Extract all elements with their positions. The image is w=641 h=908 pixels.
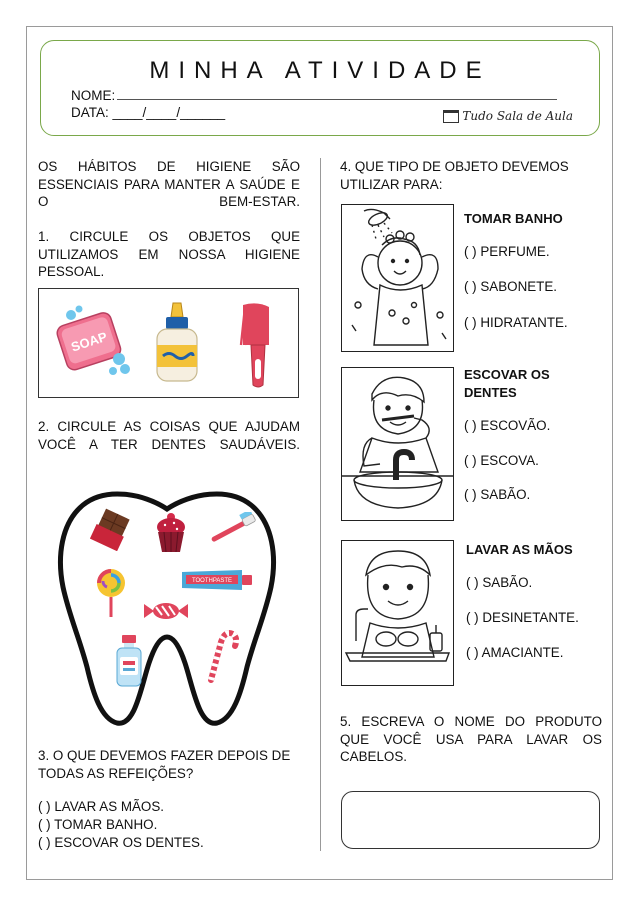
group-bath-title: TOMAR BANHO	[464, 211, 563, 226]
q3-option-2[interactable]: ( ) TOMAR BANHO.	[38, 817, 158, 832]
q1-objects-box	[38, 288, 299, 398]
name-field[interactable]	[71, 87, 557, 103]
glue-bottle-icon[interactable]	[153, 301, 201, 385]
name-label: NOME:	[71, 88, 116, 103]
intro-text: OS HÁBITOS DE HIGIENE SÃO ESSENCIAIS PARA MANTER A SAÚDE E O BEM-ESTAR.	[38, 159, 300, 209]
question-2: 2. CIRCULE AS COISAS QUE AJUDAM VOCÊ A TER DENTES SAUDÁVEIS.	[38, 419, 300, 452]
date-field[interactable]: DATA: ____/____/______	[71, 105, 226, 120]
candy-icon[interactable]	[142, 600, 190, 622]
teeth-option-2[interactable]: ( ) ESCOVA.	[464, 453, 539, 468]
name-line-rule	[117, 87, 557, 100]
brand-logo	[443, 109, 573, 123]
cupcake-icon[interactable]	[154, 510, 188, 554]
soap-label: SOAP	[69, 328, 109, 355]
column-divider	[320, 158, 321, 851]
hands-option-3[interactable]: ( ) AMACIANTE.	[466, 645, 564, 660]
soap-icon[interactable]	[53, 299, 133, 383]
question-5: 5. ESCREVA O NOME DO PRODUTO QUE VOCÊ USA PARA LAVAR OS CABELOS.	[340, 714, 602, 764]
chocolate-icon[interactable]	[90, 507, 134, 551]
bath-option-1[interactable]: ( ) PERFUME.	[464, 244, 550, 259]
comb-icon[interactable]	[235, 299, 277, 391]
brand-text: Tudo Sala de Aula	[462, 109, 573, 123]
group-hands-title: LAVAR AS MÃOS	[466, 542, 573, 557]
bath-option-2[interactable]: ( ) SABONETE.	[464, 279, 558, 294]
shower-boy-icon	[342, 205, 453, 351]
book-icon	[443, 110, 459, 123]
handwash-boy-icon	[342, 541, 453, 685]
q5-answer-box[interactable]	[341, 791, 600, 849]
brushing-picture	[341, 367, 454, 521]
question-4: 4. QUE TIPO DE OBJETO DEVEMOS UTILIZAR PARA:	[340, 159, 569, 192]
mouthwash-icon[interactable]	[114, 633, 144, 689]
question-1: 1. CIRCULE OS OBJETOS QUE UTILIZAMOS EM NOSSA HIGIENE PESSOAL.	[38, 229, 300, 279]
group-teeth-title: ESCOVAR OS DENTES	[464, 367, 550, 400]
question-3: 3. O QUE DEVEMOS FAZER DEPOIS DE TODAS AS REFEIÇÕES?	[38, 748, 291, 781]
shower-picture	[341, 204, 454, 352]
header-box	[40, 40, 600, 136]
page-title: MINHA ATIVIDADE	[149, 57, 491, 84]
handwash-picture	[341, 540, 454, 686]
q3-option-1[interactable]: ( ) LAVAR AS MÃOS.	[38, 799, 164, 814]
toothpaste-icon[interactable]	[180, 569, 254, 591]
candy-cane-icon[interactable]	[203, 628, 239, 684]
q3-option-3[interactable]: ( ) ESCOVAR OS DENTES.	[38, 835, 204, 850]
toothbrush-icon[interactable]	[205, 512, 259, 546]
brushing-boy-icon	[342, 368, 453, 520]
teeth-option-1[interactable]: ( ) ESCOVÃO.	[464, 418, 551, 433]
hands-option-2[interactable]: ( ) DESINETANTE.	[466, 610, 579, 625]
lollipop-icon[interactable]	[94, 567, 128, 619]
hands-option-1[interactable]: ( ) SABÃO.	[466, 575, 533, 590]
teeth-option-3[interactable]: ( ) SABÃO.	[464, 487, 531, 502]
toothpaste-label: TOOTHPASTE	[191, 578, 233, 584]
bath-option-3[interactable]: ( ) HIDRATANTE.	[464, 315, 568, 330]
